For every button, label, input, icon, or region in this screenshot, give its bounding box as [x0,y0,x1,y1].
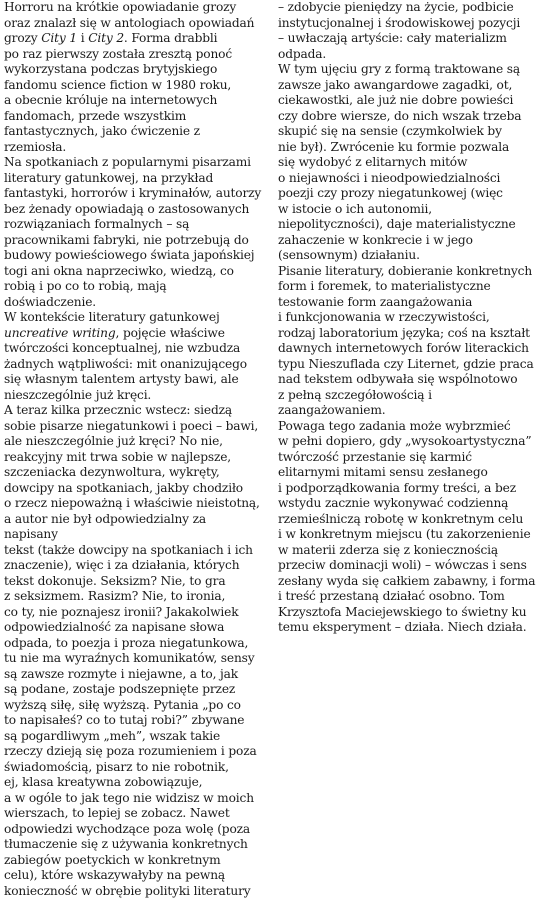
paragraph [278,419,536,636]
text-segment: Pisanie literatury, dobieranie konkretnych form i foremek, to materialistyczne testowanie form zaangażowania i funkcjonowania w rzeczywistości, rodzaj laboratorium języka; coś na kształt dawnych internetowych forów literackich typu Nieszuflada czy Liternet, gdzie praca nad tekstem odbywała się wspólnotowo z pełną szczegółowością i zaangażowaniem. [278,263,534,417]
paragraph [4,310,262,403]
text-segment: W kontekście literatury gatunkowej [4,310,220,324]
text-segment: Horroru na krótkie opowiadanie grozy oraz znalazł się w antologiach opowiadań grozy [4,0,255,45]
paragraph [278,264,536,419]
text-segment: A teraz kilka przecznic wstecz: siedzą sobie pisarze niegatunkowi i poeci – bawi, ale nieszczególnie już kręci? No nie, reakcyjny mit trwa sobie w najlepsze, szczeniacka dezynwoltura, wykręty, dowcipy na spotkaniach, jakby chodziło o rzecz niepoważną i właściwie nieistotną, a autor nie był odpowiedzialny za napisany tekst (także dowcipy na spotkaniach i ich znaczenie), więc i za działania, których tekst dokonuje. Seksizm? Nie, to gra z seksizmem. Rasizm? Nie, to ironia, co ty, nie poznajesz ironii? Jakakolwiek odpowiedzialność za napisane słowa odpada, to poezja i proza niegatunkowa, tu nie ma wyraźnych komunikatów, sensy są zawsze rozmyte i niejawne, a to, jak są podane, zostaje podszepnięte przez wyższą siłę, siłę wyższą. Pytania „po co to napisałeś? co to tutaj robi?” zbywane są pogardliwym „meh”, wszak takie rzeczy dzieją się poza rozumieniem i poza świadomością, pisarz to nie robotnik, ej, klasa kreatywna zobowiązuje, a w ogóle to jak tego nie widzisz w moich wierszach, to lepiej se zobacz. Nawet odpowiedzi wychodzące poza wolę (poza tłumaczenie się z używania konkretnych zabiegów poetyckich w konkretnym celu), które wskazywałyby na pewną konieczność w obrębie polityki literatury [4,403,260,898]
paragraph [4,0,262,155]
paragraph [278,0,536,62]
text-segment: i [76,31,89,45]
text-segment: – zdobycie pieniędzy na życie, podbicie instytucjonalnej i środowiskowej pozycji – uwłaczają artyście: cały materializm odpada. [278,0,521,61]
italic-text-segment: City 2 [88,31,124,45]
paragraph [4,155,262,310]
text-segment: Powaga tego zadania może wybrzmieć w pełni dopiero, gdy „wysokoartystyczna” twórczość przestanie się karmić elitarnymi mitami sensu zesłanego i podporządkowania formy treści, a bez wstydu zacznie wykonywać codzienną rzemieślniczą robotę w konkretnym celu i w konkretnym miejscu (tu zakorzenienie w materii zderza się z koniecznością przeciw dominacji woli) – wówczas i sens zesłany wyda się całkiem zabawny, i forma i treść przestaną działać osobno. Tom Krzysztofa Maciejewskiego to świetny ku temu eksperyment – działa. Niech działa. [278,418,536,634]
italic-text-segment: uncreative writing [4,325,116,340]
right-text-column [278,0,536,900]
text-segment: , pojęcie właściwe twórczości konceptualnej, nie wzbudza żadnych wątpliwości: mit onanizującego się własnym talentem artysty bawi, ale nieszczególnie już kręci. [4,325,247,402]
italic-text-segment: City 1 [41,31,77,45]
paragraph [4,403,262,899]
text-segment: . Forma drabbli po raz pierwszy została zresztą ponoć wykorzystana podczas brytyjskiego fandomu science fiction w 1980 roku, a obecnie króluje na internetowych fandomach, przede wszystkim fantastycznych, jako ćwiczenie z rzemiosła. [4,31,233,154]
left-text-column [4,0,262,900]
text-segment: Na spotkaniach z popularnymi pisarzami literatury gatunkowej, na przykład fantastyki, horrorów i kryminałów, autorzy bez żenady opowiadają o zastosowanych rozwiązaniach formalnych – są pracownikami fabryki, nie potrzebują do budowy powieściowego świata japońskiej togi ani okna naprzeciwko, wiedzą, co robią i po co to robią, mają doświadczenie. [4,155,262,309]
text-segment: W tym ujęciu gry z formą traktowane są zawsze jako awangardowe zagadki, ot, ciekawostki, ale już nie dobre powieści czy dobre wiersze, do nich wszak trzeba skupić się na sensie (czymkolwiek by nie był). Zwrócenie ku formie pozwala się wydobyć z elitarnych mitów o niejawności i nieodpowiedzialności poezji czy prozy niegatunkowej (więc w istocie o ich autonomii, niepolityczności), daje materialistyczne zahaczenie w konkrecie i w jego (sensownym) działaniu. [278,62,522,262]
paragraph [278,62,536,264]
